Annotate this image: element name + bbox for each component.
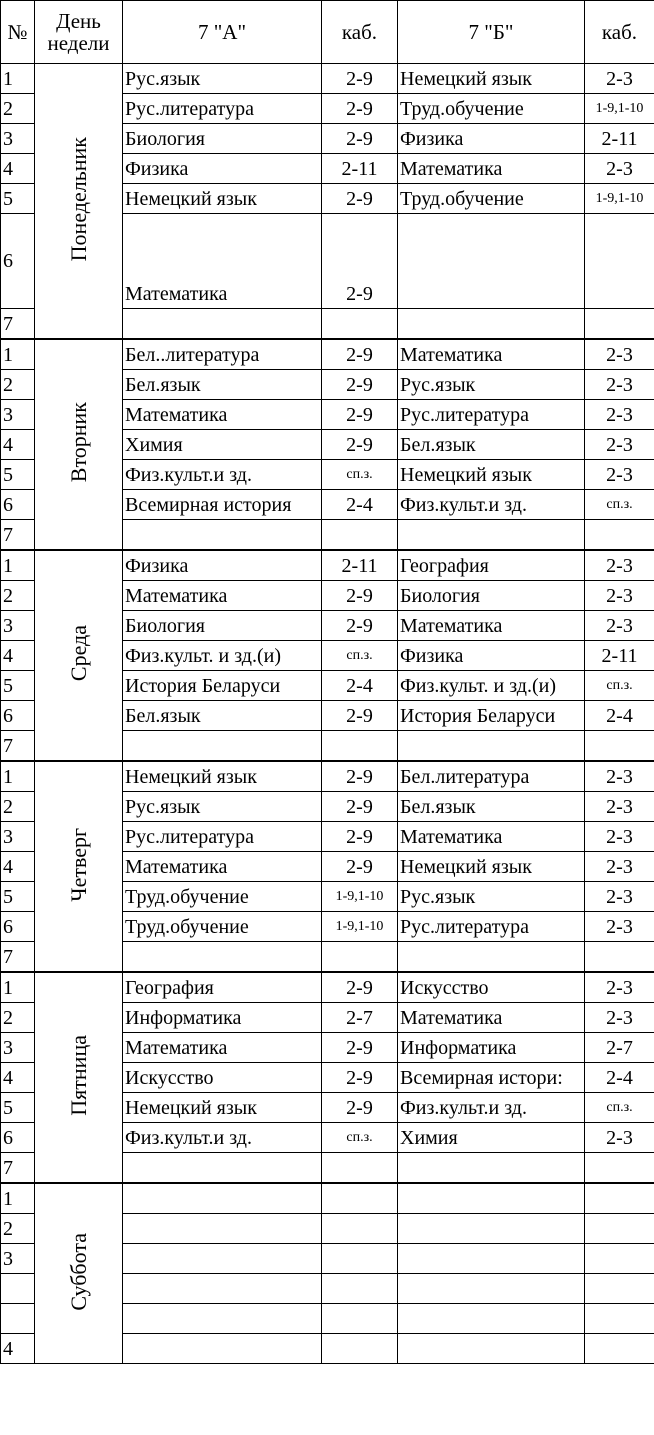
subject-7a: Рус.литература [123, 822, 322, 852]
lesson-row [1, 339, 654, 370]
lesson-number: 4 [1, 852, 35, 882]
lesson-row [1, 972, 654, 1003]
subject-7b: Математика [398, 611, 585, 641]
subject-7b: Немецкий язык [398, 64, 585, 94]
lesson-number [1, 1304, 35, 1334]
subject-7b [398, 1214, 585, 1244]
subject-7a [123, 309, 322, 340]
room-7b: 2-3 [585, 852, 654, 882]
day-name: Пятница [65, 1035, 91, 1116]
lesson-row [1, 1183, 654, 1214]
room-7a: 2-9 [322, 761, 398, 792]
subject-7a [123, 1214, 322, 1244]
subject-7b [398, 1153, 585, 1184]
lesson-number: 1 [1, 339, 35, 370]
header-row [1, 1, 654, 64]
subject-7b: Математика [398, 154, 585, 184]
room-7b: 2-4 [585, 1063, 654, 1093]
subject-7b: Физ.культ. и зд.(и) [398, 671, 585, 701]
subject-7a: Информатика [123, 1003, 322, 1033]
lesson-number: 3 [1, 1033, 35, 1063]
day-name-cell [35, 339, 123, 550]
room-7b: 2-3 [585, 1123, 654, 1153]
day-name-cell [35, 972, 123, 1183]
subject-7b: Рус.литература [398, 912, 585, 942]
room-7a: сп.з. [322, 641, 398, 671]
subject-7b [398, 520, 585, 551]
room-7a [322, 1183, 398, 1214]
room-7b [585, 1183, 654, 1214]
room-7b [585, 1153, 654, 1184]
room-7b [585, 1274, 654, 1304]
room-7a: 2-7 [322, 1003, 398, 1033]
room-7a: 2-11 [322, 154, 398, 184]
room-7b: 2-3 [585, 339, 654, 370]
room-7b [585, 1244, 654, 1274]
subject-7a [123, 1274, 322, 1304]
room-7a: 2-9 [322, 184, 398, 214]
subject-7b [398, 1274, 585, 1304]
subject-7b: Труд.обучение [398, 184, 585, 214]
room-7a [322, 520, 398, 551]
subject-7a [123, 1334, 322, 1364]
room-7b [585, 1214, 654, 1244]
lesson-number: 3 [1, 611, 35, 641]
room-7b: 2-3 [585, 581, 654, 611]
subject-7a: Бел.язык [123, 370, 322, 400]
room-7a: 2-9 [322, 701, 398, 731]
lesson-number: 3 [1, 1244, 35, 1274]
room-7b [585, 1304, 654, 1334]
subject-7a: Математика [123, 581, 322, 611]
room-7b: 2-3 [585, 1003, 654, 1033]
subject-7a: Химия [123, 430, 322, 460]
room-7b [585, 520, 654, 551]
room-7a: 2-9 [322, 1033, 398, 1063]
room-7b: 1-9,1-10 [585, 184, 654, 214]
subject-7b: Физ.культ.и зд. [398, 490, 585, 520]
subject-7b [398, 1244, 585, 1274]
subject-7a: Физ.культ.и зд. [123, 1123, 322, 1153]
subject-7b: Физика [398, 124, 585, 154]
room-7b: 2-3 [585, 792, 654, 822]
col-day-header-line1: День [56, 9, 101, 33]
subject-7b: Рус.литература [398, 400, 585, 430]
lesson-number: 7 [1, 731, 35, 762]
lesson-number: 5 [1, 184, 35, 214]
subject-7a [123, 1304, 322, 1334]
room-7b: 2-3 [585, 611, 654, 641]
subject-7a [123, 1153, 322, 1184]
subject-7a: Рус.литература [123, 94, 322, 124]
subject-7a: Искусство [123, 1063, 322, 1093]
lesson-number: 2 [1, 792, 35, 822]
subject-7b: Математика [398, 822, 585, 852]
lesson-number: 6 [1, 214, 35, 309]
subject-7a: Бел.язык [123, 701, 322, 731]
subject-7b: Рус.язык [398, 882, 585, 912]
subject-7b: История Беларуси [398, 701, 585, 731]
room-7a: 2-4 [322, 490, 398, 520]
subject-7a: Физика [123, 550, 322, 581]
subject-7b [398, 214, 585, 309]
subject-7a: Биология [123, 124, 322, 154]
subject-7b: Бел.литература [398, 761, 585, 792]
col-number-header: № [1, 1, 35, 64]
room-7b [585, 942, 654, 973]
day-name: Вторник [65, 402, 91, 483]
subject-7a: Немецкий язык [123, 761, 322, 792]
subject-7a: Математика [123, 214, 322, 309]
lesson-number: 1 [1, 761, 35, 792]
day-name: Суббота [65, 1232, 91, 1311]
subject-7a: Физ.культ. и зд.(и) [123, 641, 322, 671]
lesson-number: 2 [1, 1003, 35, 1033]
subject-7b [398, 1334, 585, 1364]
room-7b: 2-3 [585, 154, 654, 184]
room-7b: 2-3 [585, 370, 654, 400]
col-day-header-line2: недели [47, 31, 110, 55]
room-7a [322, 942, 398, 973]
room-7a: 2-9 [322, 611, 398, 641]
subject-7a: Рус.язык [123, 64, 322, 94]
col-room-a-header: каб. [322, 1, 398, 64]
room-7a: 2-9 [322, 94, 398, 124]
subject-7b: Химия [398, 1123, 585, 1153]
room-7a [322, 1214, 398, 1244]
lesson-number: 6 [1, 701, 35, 731]
subject-7b: Бел.язык [398, 430, 585, 460]
day-name-cell [35, 64, 123, 340]
subject-7b: Всемирная истори: [398, 1063, 585, 1093]
room-7b: 1-9,1-10 [585, 94, 654, 124]
subject-7a: История Беларуси [123, 671, 322, 701]
lesson-number [1, 1274, 35, 1304]
room-7b [585, 1334, 654, 1364]
subject-7a: Немецкий язык [123, 184, 322, 214]
subject-7a [123, 731, 322, 762]
subject-7b [398, 1304, 585, 1334]
room-7b: 2-3 [585, 761, 654, 792]
room-7a: 1-9,1-10 [322, 882, 398, 912]
subject-7a [123, 520, 322, 551]
lesson-number: 5 [1, 882, 35, 912]
lesson-number: 1 [1, 1183, 35, 1214]
room-7a: 2-9 [322, 370, 398, 400]
lesson-number: 6 [1, 1123, 35, 1153]
subject-7b: Биология [398, 581, 585, 611]
day-name: Понедельник [65, 136, 91, 262]
day-name-cell [35, 761, 123, 972]
subject-7b: Математика [398, 1003, 585, 1033]
lesson-number: 4 [1, 641, 35, 671]
subject-7a: Рус.язык [123, 792, 322, 822]
day-name: Четверг [65, 827, 91, 902]
lesson-number: 3 [1, 400, 35, 430]
lesson-number: 4 [1, 1063, 35, 1093]
room-7a: 2-9 [322, 64, 398, 94]
lesson-number: 7 [1, 309, 35, 340]
room-7a [322, 1153, 398, 1184]
subject-7a: Труд.обучение [123, 882, 322, 912]
room-7a: 2-9 [322, 1093, 398, 1123]
room-7b [585, 731, 654, 762]
room-7a: сп.з. [322, 460, 398, 490]
lesson-number: 7 [1, 1153, 35, 1184]
subject-7b [398, 1183, 585, 1214]
col-room-b-header: каб. [585, 1, 654, 64]
lesson-number: 6 [1, 490, 35, 520]
room-7b: 2-3 [585, 882, 654, 912]
lesson-number: 4 [1, 1334, 35, 1364]
room-7a: 2-9 [322, 214, 398, 309]
room-7b: 2-4 [585, 701, 654, 731]
lesson-number: 2 [1, 1214, 35, 1244]
room-7b [585, 214, 654, 309]
schedule-body [1, 64, 654, 1364]
day-name: Среда [65, 625, 91, 682]
room-7b: 2-3 [585, 822, 654, 852]
lesson-number: 3 [1, 124, 35, 154]
subject-7a: Труд.обучение [123, 912, 322, 942]
lesson-number: 4 [1, 430, 35, 460]
room-7b: 2-3 [585, 460, 654, 490]
room-7a: 2-4 [322, 671, 398, 701]
room-7b: 2-3 [585, 912, 654, 942]
subject-7a: Физ.культ.и зд. [123, 460, 322, 490]
room-7a: 2-9 [322, 430, 398, 460]
subject-7b: Физика [398, 641, 585, 671]
room-7a: 2-9 [322, 972, 398, 1003]
lesson-number: 7 [1, 942, 35, 973]
lesson-number: 5 [1, 671, 35, 701]
lesson-number: 7 [1, 520, 35, 551]
room-7b [585, 309, 654, 340]
room-7b: 2-11 [585, 641, 654, 671]
subject-7b: Математика [398, 339, 585, 370]
subject-7a: География [123, 972, 322, 1003]
day-name-cell [35, 550, 123, 761]
room-7a: 2-11 [322, 550, 398, 581]
room-7b: сп.з. [585, 1093, 654, 1123]
lesson-number: 1 [1, 64, 35, 94]
lesson-number: 2 [1, 581, 35, 611]
room-7a: 2-9 [322, 1063, 398, 1093]
lesson-row [1, 550, 654, 581]
col-day-header [35, 1, 123, 64]
room-7a [322, 1334, 398, 1364]
lesson-row [1, 64, 654, 94]
subject-7a: Физика [123, 154, 322, 184]
room-7b: 2-3 [585, 64, 654, 94]
subject-7b: Физ.культ.и зд. [398, 1093, 585, 1123]
room-7a: 2-9 [322, 852, 398, 882]
col-class-a-header: 7 "А" [123, 1, 322, 64]
subject-7a [123, 942, 322, 973]
room-7a: 2-9 [322, 339, 398, 370]
lesson-number: 2 [1, 370, 35, 400]
subject-7b [398, 309, 585, 340]
room-7a [322, 1244, 398, 1274]
room-7a: 2-9 [322, 822, 398, 852]
room-7b: сп.з. [585, 490, 654, 520]
lesson-number: 5 [1, 460, 35, 490]
room-7b: 2-11 [585, 124, 654, 154]
subject-7b: География [398, 550, 585, 581]
subject-7b: Труд.обучение [398, 94, 585, 124]
room-7b: сп.з. [585, 671, 654, 701]
subject-7a: Математика [123, 400, 322, 430]
lesson-number: 4 [1, 154, 35, 184]
room-7a: 2-9 [322, 124, 398, 154]
subject-7b: Бел.язык [398, 792, 585, 822]
lesson-number: 3 [1, 822, 35, 852]
room-7a [322, 731, 398, 762]
subject-7b [398, 942, 585, 973]
lesson-number: 5 [1, 1093, 35, 1123]
subject-7b: Немецкий язык [398, 460, 585, 490]
lesson-number: 6 [1, 912, 35, 942]
subject-7a: Всемирная история [123, 490, 322, 520]
subject-7a: Немецкий язык [123, 1093, 322, 1123]
lesson-number: 1 [1, 550, 35, 581]
subject-7b: Информатика [398, 1033, 585, 1063]
subject-7b: Рус.язык [398, 370, 585, 400]
subject-7a [123, 1244, 322, 1274]
room-7a: 2-9 [322, 581, 398, 611]
room-7a [322, 309, 398, 340]
subject-7a: Бел..литература [123, 339, 322, 370]
subject-7a: Биология [123, 611, 322, 641]
room-7b: 2-7 [585, 1033, 654, 1063]
room-7b: 2-3 [585, 430, 654, 460]
lesson-number: 1 [1, 972, 35, 1003]
room-7a [322, 1274, 398, 1304]
subject-7a [123, 1183, 322, 1214]
lesson-number: 2 [1, 94, 35, 124]
subject-7b: Искусство [398, 972, 585, 1003]
subject-7b: Немецкий язык [398, 852, 585, 882]
room-7b: 2-3 [585, 550, 654, 581]
room-7a: 2-9 [322, 792, 398, 822]
room-7a [322, 1304, 398, 1334]
subject-7a: Математика [123, 1033, 322, 1063]
room-7a: 1-9,1-10 [322, 912, 398, 942]
col-class-b-header: 7 "Б" [398, 1, 585, 64]
room-7b: 2-3 [585, 400, 654, 430]
lesson-row [1, 761, 654, 792]
subject-7b [398, 731, 585, 762]
room-7b: 2-3 [585, 972, 654, 1003]
room-7a: 2-9 [322, 400, 398, 430]
subject-7a: Математика [123, 852, 322, 882]
room-7a: сп.з. [322, 1123, 398, 1153]
day-name-cell [35, 1183, 123, 1364]
